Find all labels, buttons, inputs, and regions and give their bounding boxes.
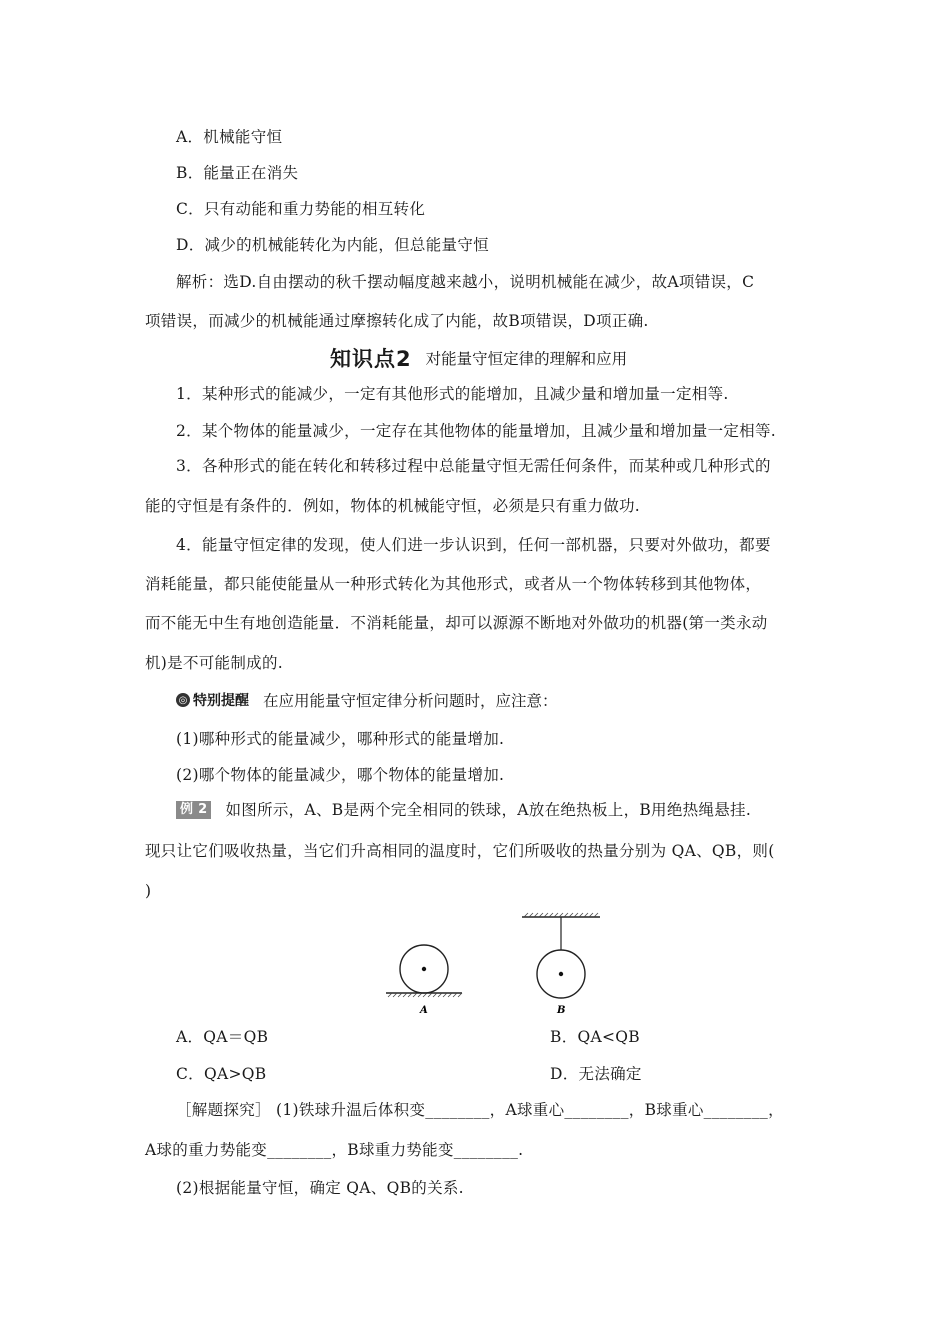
point-4-line-4: 机)是不可能制成的.	[145, 654, 283, 672]
choice-a: A．机械能守恒	[176, 128, 283, 146]
tip-item-1: (1)哪种形式的能量减少，哪种形式的能量增加.	[176, 730, 505, 748]
point-4-line-2: 消耗能量，都只能使能量从一种形式转化为其他形式，或者从一个物体转移到其他物体，	[145, 575, 762, 593]
point-4-line-1: 4．能量守恒定律的发现，使人们进一步认识到，任何一部机器，只要对外做功，都要	[176, 536, 771, 554]
tip-icon: ◎	[176, 693, 190, 707]
section-title: 知识点2	[330, 347, 412, 371]
point-2: 2．某个物体的能量减少，一定存在其他物体的能量增加，且减少量和增加量一定相等.	[176, 422, 776, 440]
section-heading	[330, 345, 627, 371]
sphere-b-center	[559, 972, 563, 976]
analysis-line-2: 项错误，而减少的机械能通过摩擦转化成了内能，故B项错误，D项正确.	[145, 312, 649, 330]
label-a: A	[420, 1005, 428, 1016]
point-1: 1．某种形式的能减少，一定有其他形式的能增加，且减少量和增加量一定相等.	[176, 385, 729, 403]
special-tip	[176, 689, 558, 711]
tip-label: 特别提醒	[193, 693, 249, 709]
explore-line-1: ［解题探究］ (1)铁球升温后体积变________，A球重心________，B球重心________，	[176, 1101, 784, 1119]
example-line-3: )	[145, 882, 152, 900]
sphere-a-center	[422, 967, 426, 971]
analysis-line-1: 解析：选D.自由摆动的秋千摆动幅度越来越小，说明机械能在减少，故A项错误，C	[176, 273, 755, 291]
q2-choice-d: D．无法确定	[550, 1065, 642, 1083]
spheres-figure	[380, 905, 610, 1020]
choice-b: B．能量正在消失	[176, 164, 299, 182]
choice-c: C．只有动能和重力势能的相互转化	[176, 200, 426, 218]
q2-choice-b: B．QA<QB	[550, 1028, 640, 1046]
label-b: B	[557, 1005, 566, 1016]
example-badge: 例 2	[176, 801, 211, 819]
figure-svg	[380, 905, 610, 1020]
tip-item-2: (2)哪个物体的能量减少，哪个物体的能量增加.	[176, 766, 505, 784]
explore-line-2: A球的重力势能变________，B球重力势能变________.	[145, 1141, 524, 1159]
point-3-line-2: 能的守恒是有条件的．例如，物体的机械能守恒，必须是只有重力做功.	[145, 497, 641, 515]
example-line-1	[176, 800, 751, 820]
explore-line-3: (2)根据能量守恒，确定 QA、QB的关系.	[176, 1179, 464, 1197]
section-subtitle: 对能量守恒定律的理解和应用	[425, 350, 628, 368]
tip-text: 在应用能量守恒定律分析问题时，应注意：	[263, 692, 558, 710]
q2-choice-a: A．QA＝QB	[176, 1028, 269, 1046]
point-4-line-3: 而不能无中生有地创造能量．不消耗能量，却可以源源不断地对外做功的机器(第一类永动	[145, 614, 768, 632]
q2-choice-c: C．QA>QB	[176, 1065, 267, 1083]
example-line-2: 现只让它们吸收热量，当它们升高相同的温度时，它们所吸收的热量分别为 QA、QB，则(	[145, 842, 775, 860]
point-3-line-1: 3．各种形式的能在转化和转移过程中总能量守恒无需任何条件，而某种或几种形式的	[176, 457, 771, 475]
choice-d: D．减少的机械能转化为内能，但总能量守恒	[176, 236, 489, 254]
example-text-1: 如图所示，A、B是两个完全相同的铁球，A放在绝热板上，B用绝热绳悬挂.	[225, 801, 752, 819]
